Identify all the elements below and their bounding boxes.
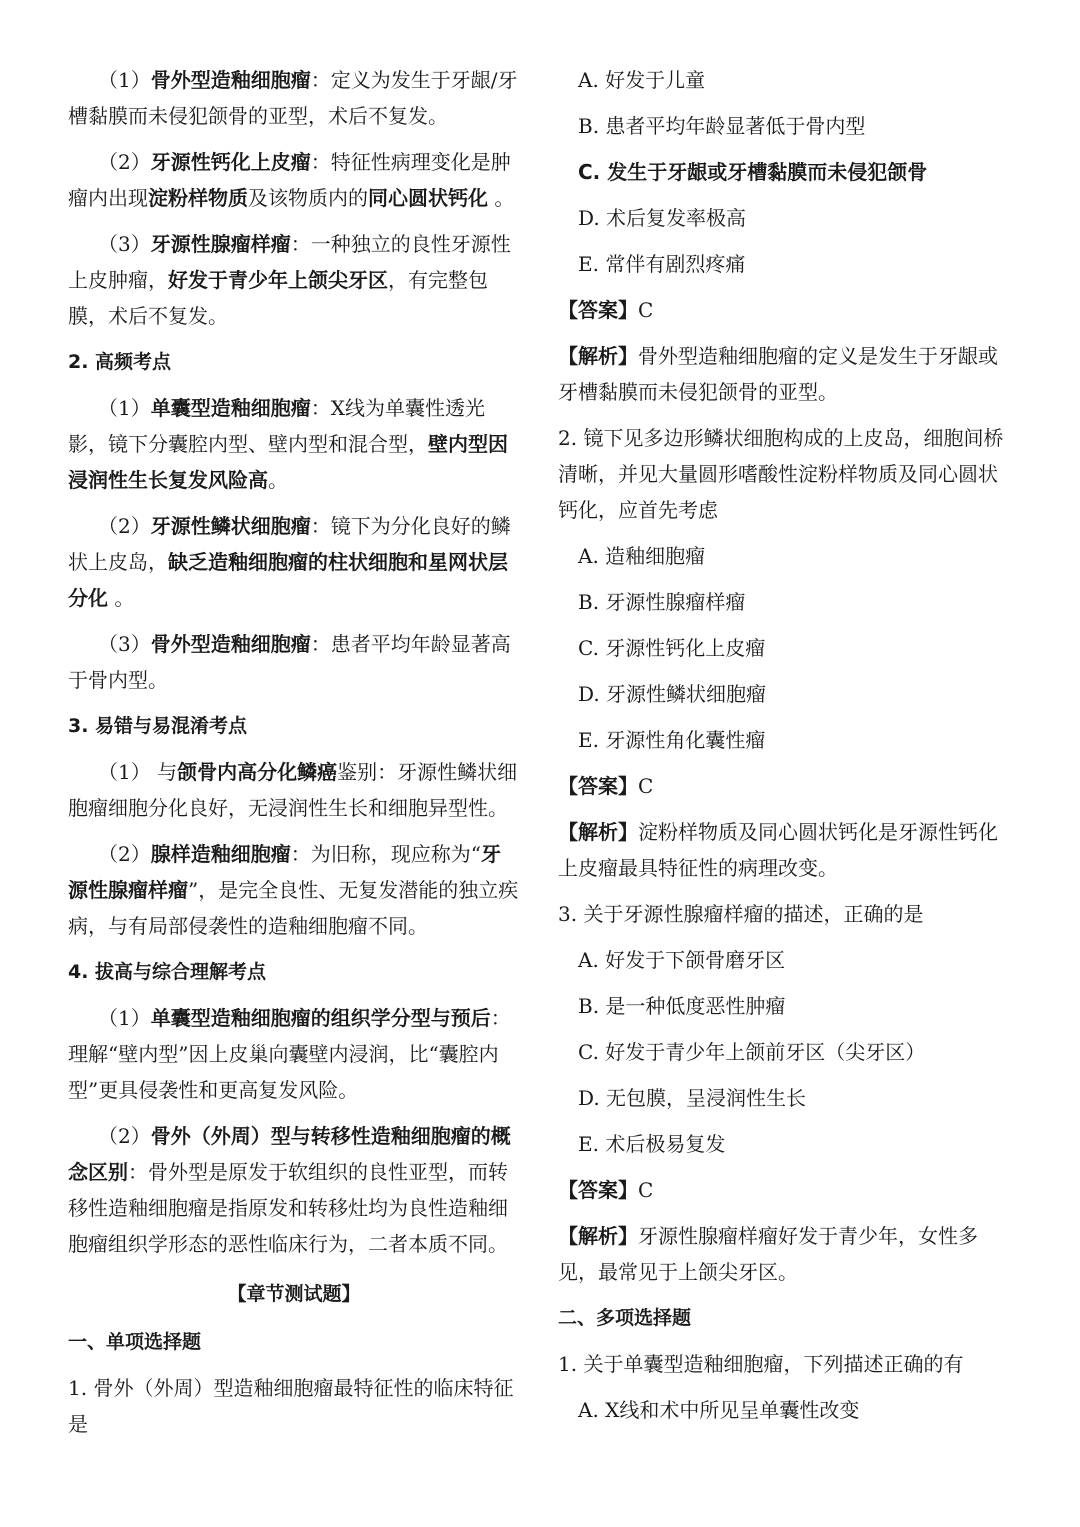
item-number: （3） bbox=[98, 632, 151, 656]
option-item: E. 术后极易复发 bbox=[578, 1132, 726, 1156]
option-list bbox=[558, 62, 1008, 282]
option-item: C. 发生于牙龈或牙槽黏膜而未侵犯颌骨 bbox=[578, 160, 928, 184]
option-list bbox=[558, 538, 1008, 758]
explanation-line bbox=[558, 1218, 1008, 1290]
paragraph bbox=[68, 226, 520, 334]
term: 单囊型造釉细胞瘤的组织学分型与预后 bbox=[150, 1006, 491, 1030]
option-item: D. 术后复发率极高 bbox=[578, 206, 747, 230]
paragraph bbox=[68, 626, 520, 698]
option-item: E. 常伴有剧烈疼痛 bbox=[578, 252, 746, 276]
item-number: （1） bbox=[98, 760, 151, 784]
text: ：骨外型是原发于软组织的良性亚型，而转移性造釉细胞瘤是指原发和转移灶均为良性造釉细胞瘤组织学形态的恶性临床行为，二者本质不同。 bbox=[68, 1160, 508, 1256]
option-item: B. 患者平均年龄显著低于骨内型 bbox=[578, 114, 866, 138]
term: 骨外型造釉细胞瘤 bbox=[150, 68, 311, 92]
text: 鉴别：牙源性鳞状细胞瘤细胞分化良好，无浸润性生长和细胞异型性。 bbox=[68, 760, 518, 820]
option-list bbox=[558, 942, 1008, 1162]
term: 骨外型造釉细胞瘤 bbox=[150, 632, 311, 656]
text: 与 bbox=[150, 760, 178, 784]
text: ：为旧称，现应称为“ bbox=[290, 842, 481, 866]
paragraph bbox=[68, 144, 520, 216]
option-item: D. 无包膜，呈浸润性生长 bbox=[578, 1086, 807, 1110]
text: ，有完整包膜，术后不复发。 bbox=[68, 268, 488, 328]
item-number: （3） bbox=[98, 232, 151, 256]
question-text: 2. 镜下见多边形鳞状细胞构成的上皮岛，细胞间桥清晰，并见大量圆形嗜酸性淀粉样物质及同心圆状钙化，应首先考虑 bbox=[558, 426, 1004, 522]
option-item: C. 好发于青少年上颌前牙区（尖牙区） bbox=[578, 1040, 926, 1064]
item-number: （1） bbox=[98, 396, 151, 420]
item-number: （2） bbox=[98, 514, 151, 538]
paragraph bbox=[68, 1118, 520, 1262]
text: ：定义为发生于牙龈/牙槽黏膜而未侵犯颌骨的亚型，术后不复发。 bbox=[68, 68, 518, 128]
term: 牙源性钙化上皮瘤 bbox=[150, 150, 311, 174]
option-item: B. 是一种低度恶性肿瘤 bbox=[578, 994, 786, 1018]
explanation-text: 骨外型造釉细胞瘤的定义是发生于牙龈或牙槽黏膜而未侵犯颌骨的亚型。 bbox=[558, 344, 998, 404]
item-number: （2） bbox=[98, 150, 151, 174]
answer-label: 【答案】 bbox=[558, 1178, 638, 1202]
paragraph bbox=[68, 390, 520, 498]
explanation-text: 牙源性腺瘤样瘤好发于青少年，女性多见，最常见于上颌尖牙区。 bbox=[558, 1224, 978, 1284]
text: ：理解“壁内型”因上皮巢向囊壁内浸润，比“囊腔内型”更具侵袭性和更高复发风险。 bbox=[68, 1006, 511, 1102]
text: ：X线为单囊性透光影，镜下分囊腔内型、壁内型和混合型， bbox=[68, 396, 485, 456]
option-item: B. 牙源性腺瘤样瘤 bbox=[578, 590, 746, 614]
term: 骨外（外周）型与转移性造釉细胞瘤的概念区别 bbox=[68, 1124, 511, 1184]
text: ”，是完全良性、无复发潜能的独立疾病，与有局部侵袭性的造釉细胞瘤不同。 bbox=[68, 878, 519, 938]
explanation-line bbox=[558, 814, 1008, 886]
term: 单囊型造釉细胞瘤 bbox=[150, 396, 311, 420]
emphasis: 颌骨内高分化鳞癌 bbox=[177, 760, 338, 784]
answer-line bbox=[558, 768, 1008, 804]
item-number: （2） bbox=[98, 842, 151, 866]
section-heading: 二、多项选择题 bbox=[558, 1307, 692, 1329]
option-item: A. 好发于儿童 bbox=[578, 68, 706, 92]
chapter-title: 【章节测试题】 bbox=[227, 1283, 361, 1305]
question-text: 3. 关于牙源性腺瘤样瘤的描述，正确的是 bbox=[558, 902, 924, 926]
text: ：患者平均年龄显著高于骨内型。 bbox=[68, 632, 511, 692]
explanation-label: 【解析】 bbox=[558, 344, 638, 368]
question-text: 1. 骨外（外周）型造釉细胞瘤最特征性的临床特征是 bbox=[68, 1376, 514, 1436]
answer-value: C bbox=[638, 774, 654, 798]
text: 。 bbox=[268, 468, 288, 492]
text: 。 bbox=[108, 586, 135, 610]
text: 。 bbox=[488, 186, 515, 210]
paragraph bbox=[68, 62, 520, 134]
section-heading: 3. 易错与易混淆考点 bbox=[68, 715, 248, 737]
option-item: A. 好发于下颌骨磨牙区 bbox=[578, 948, 786, 972]
emphasis: 同心圆状钙化 bbox=[368, 186, 488, 210]
text: ：一种独立的良性牙源性上皮肿瘤， bbox=[68, 232, 511, 292]
option-item: D. 牙源性鳞状细胞瘤 bbox=[578, 682, 767, 706]
answer-value: C bbox=[638, 1178, 654, 1202]
section-heading: 2. 高频考点 bbox=[68, 351, 172, 373]
answer-label: 【答案】 bbox=[558, 774, 638, 798]
paragraph bbox=[68, 508, 520, 616]
left-column bbox=[68, 62, 520, 1452]
option-item: C. 牙源性钙化上皮瘤 bbox=[578, 636, 766, 660]
explanation-text: 淀粉样物质及同心圆状钙化是牙源性钙化上皮瘤最具特征性的病理改变。 bbox=[558, 820, 998, 880]
answer-label: 【答案】 bbox=[558, 298, 638, 322]
section-heading: 4. 拔高与综合理解考点 bbox=[68, 961, 267, 983]
item-number: （1） bbox=[98, 68, 151, 92]
term: 腺样造釉细胞瘤 bbox=[150, 842, 291, 866]
text: 及该物质内的 bbox=[248, 186, 368, 210]
question-text: 1. 关于单囊型造釉细胞瘤，下列描述正确的有 bbox=[558, 1352, 964, 1376]
answer-line bbox=[558, 1172, 1008, 1208]
emphasis: 壁内型因浸润性生长复发风险高 bbox=[68, 432, 508, 492]
paragraph bbox=[68, 836, 520, 944]
option-item: E. 牙源性角化囊性瘤 bbox=[578, 728, 766, 752]
paragraph bbox=[68, 754, 520, 826]
term: 牙源性腺瘤样瘤 bbox=[150, 232, 291, 256]
item-number: （2） bbox=[98, 1124, 151, 1148]
text: ：特征性病理变化是肿瘤内出现 bbox=[68, 150, 511, 210]
item-number: （1） bbox=[98, 1006, 151, 1030]
section-heading: 一、单项选择题 bbox=[68, 1331, 202, 1353]
explanation-line bbox=[558, 338, 1008, 410]
emphasis: 淀粉样物质 bbox=[148, 186, 248, 210]
emphasis: 好发于青少年上颌尖牙区 bbox=[168, 268, 388, 292]
text: ：镜下为分化良好的鳞状上皮岛， bbox=[68, 514, 511, 574]
term: 牙源性鳞状细胞瘤 bbox=[150, 514, 311, 538]
right-column bbox=[558, 62, 1008, 1438]
explanation-label: 【解析】 bbox=[558, 1224, 638, 1248]
paragraph bbox=[68, 1000, 520, 1108]
answer-value: C bbox=[638, 298, 654, 322]
explanation-label: 【解析】 bbox=[558, 820, 638, 844]
option-item: A. 造釉细胞瘤 bbox=[578, 544, 706, 568]
answer-line bbox=[558, 292, 1008, 328]
option-item: A. X线和术中所见呈单囊性改变 bbox=[578, 1398, 860, 1422]
emphasis: 牙源性腺瘤样瘤 bbox=[68, 842, 501, 902]
emphasis: 缺乏造釉细胞瘤的柱状细胞和星网状层分化 bbox=[68, 550, 508, 610]
